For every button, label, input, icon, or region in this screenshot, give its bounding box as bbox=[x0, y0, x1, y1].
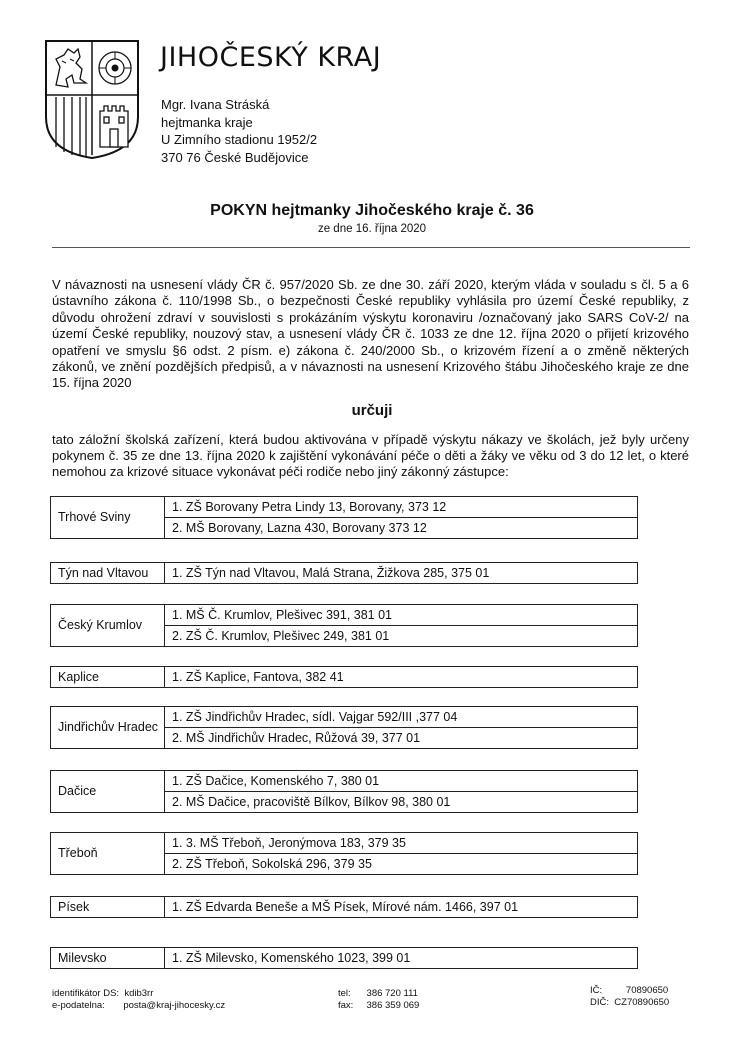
school-entry: 1. ZŠ Kaplice, Fantova, 382 41 bbox=[172, 670, 344, 684]
footer-phones bbox=[338, 988, 419, 1012]
region-name: Kaplice bbox=[51, 667, 165, 687]
dic-label: DIČ: bbox=[590, 997, 609, 1008]
footer-company-ids bbox=[590, 985, 669, 1009]
street-address: U Zimního stadionu 1952/2 bbox=[161, 132, 318, 147]
ic-label: IČ: bbox=[590, 985, 603, 996]
school-entry: 1. 3. MŠ Třeboň, Jeronýmova 183, 379 35 bbox=[172, 836, 406, 850]
school-entry: 1. ZŠ Týn nad Vltavou, Malá Strana, Žižkova 285, 375 01 bbox=[172, 566, 490, 580]
region-table bbox=[50, 947, 638, 969]
ic-value: 70890650 bbox=[625, 985, 669, 996]
school-entry: 1. ZŠ Borovany Petra Lindy 13, Borovany, 373 12 bbox=[172, 500, 447, 514]
region-name: Jindřichův Hradec bbox=[51, 707, 165, 748]
document-title: POKYN hejtmanky Jihočeského kraje č. 36 bbox=[210, 202, 534, 219]
fax-label: fax: bbox=[338, 1000, 354, 1011]
intro-paragraph: V návaznosti na usnesení vlády ČR č. 957/2020 Sb. ze dne 30. září 2020, kterým vláda v souladu s čl. 5 a 6 ústavního zákona č. 110/1998 Sb., o bezpečnosti České republiky vyhlásila pro území České republiky, z důvodu ohrožení zdraví v souvislosti s prokázáním výskytu koronaviru /označovaný jako SARS CoV-2/ na území České republiky, nouzový stav, a usnesení vlády ČR č. 1033 ze dne 12. října 2020 o přijetí krizového opatření ve smyslu §6 odst. 2 písm. e) zákona č. 240/2000 Sb., o krizovém řízení a o změně některých zákonů, ve znění pozdějších předpisů, a v návaznosti na usnesení Krizového štábu Jihočeského kraje ze dne 15. října 2020 bbox=[52, 277, 689, 391]
school-entry: 2. ZŠ Třeboň, Sokolská 296, 379 35 bbox=[165, 853, 637, 874]
dic-value: CZ70890650 bbox=[614, 997, 670, 1008]
body-paragraph: tato záložní školská zařízení, která budou aktivována v případě výskytu nákazy ve školách, jež byly určeny pokynem č. 35 ze dne 13. října 2020 k zajištění vykonávání péče o děti a žáky ve věku od 3 do 12 let, o které nemohou za krizové situace vykonávat péči rodiče nebo jiný zákonný zástupce: bbox=[52, 432, 689, 480]
school-entry: 2. MŠ Jindřichův Hradec, Růžová 39, 377 01 bbox=[165, 727, 637, 748]
organization-name: JIHOČESKÝ KRAJ bbox=[160, 42, 382, 73]
region-name: Český Krumlov bbox=[51, 605, 165, 646]
coat-of-arms-icon bbox=[44, 39, 140, 160]
school-entry: 1. ZŠ Jindřichův Hradec, sídl. Vajgar 592/III ,377 04 bbox=[172, 710, 458, 724]
decree-heading: určuji bbox=[351, 402, 393, 419]
region-table bbox=[50, 896, 638, 918]
school-entry: 2. MŠ Dačice, pracoviště Bílkov, Bílkov 98, 380 01 bbox=[165, 791, 637, 812]
address-block bbox=[161, 96, 317, 166]
region-name: Milevsko bbox=[51, 948, 165, 968]
tel-label: tel: bbox=[338, 988, 351, 999]
ds-label: identifikátor DS: bbox=[52, 988, 120, 999]
document-date: ze dne 16. října 2020 bbox=[317, 223, 427, 235]
region-name: Dačice bbox=[51, 771, 165, 812]
divider bbox=[52, 247, 690, 248]
region-table bbox=[50, 770, 638, 813]
official-role: hejtmanka kraje bbox=[161, 114, 253, 130]
city-address: 370 76 České Budějovice bbox=[161, 149, 309, 165]
region-table bbox=[50, 562, 638, 584]
region-name: Trhové Sviny bbox=[51, 497, 165, 538]
school-entry: 2. ZŠ Č. Krumlov, Plešivec 249, 381 01 bbox=[165, 625, 637, 646]
tel-value: 386 720 111 bbox=[366, 988, 418, 999]
school-entry: 2. MŠ Borovany, Lazna 430, Borovany 373 12 bbox=[165, 517, 637, 538]
school-entry: 1. MŠ Č. Krumlov, Plešivec 391, 381 01 bbox=[172, 608, 393, 622]
footer-ids bbox=[52, 988, 225, 1012]
region-table bbox=[50, 604, 638, 647]
region-name: Týn nad Vltavou bbox=[51, 563, 165, 583]
region-table bbox=[50, 832, 638, 875]
region-name: Písek bbox=[51, 897, 165, 917]
official-name: Mgr. Ivana Stráská bbox=[161, 97, 270, 112]
region-table bbox=[50, 706, 638, 749]
school-entry: 1. ZŠ Milevsko, Komenského 1023, 399 01 bbox=[172, 951, 411, 965]
region-table bbox=[50, 496, 638, 539]
region-table bbox=[50, 666, 638, 688]
ds-value: kdib3rr bbox=[124, 988, 154, 999]
school-entry: 1. ZŠ Dačice, Komenského 7, 380 01 bbox=[172, 774, 380, 788]
fax-value: 386 359 069 bbox=[366, 1000, 420, 1011]
epodatelna-value: posta@kraj-jihocesky.cz bbox=[123, 1000, 226, 1011]
school-entry: 1. ZŠ Edvarda Beneše a MŠ Písek, Mírové nám. 1466, 397 01 bbox=[172, 900, 519, 914]
region-name: Třeboň bbox=[51, 833, 165, 874]
epodatelna-label: e-podatelna: bbox=[52, 1000, 105, 1011]
